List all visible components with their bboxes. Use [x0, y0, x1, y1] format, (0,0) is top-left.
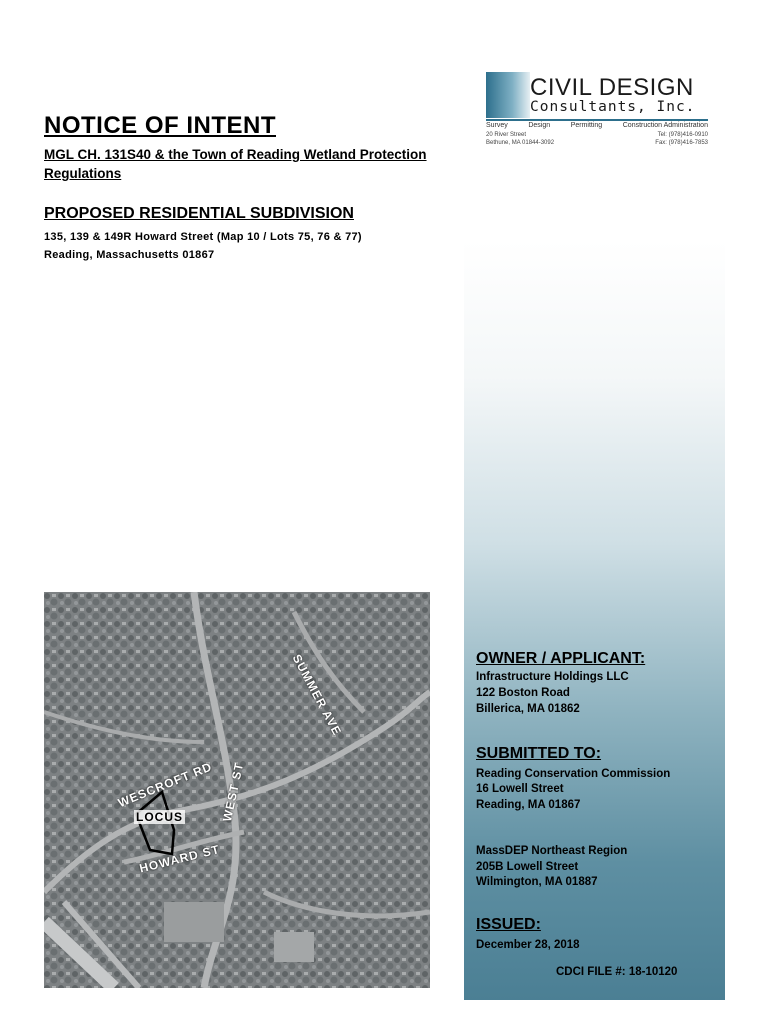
street-label-howard: HOWARD ST	[138, 842, 222, 876]
owner-line: Billerica, MA 01862	[476, 703, 580, 715]
logo-rule	[486, 119, 708, 121]
project-title: PROPOSED RESIDENTIAL SUBDIVISION	[44, 205, 354, 222]
aerial-locus-map	[44, 592, 430, 988]
logo-phone-1: Tel: (978)416-0910	[657, 132, 708, 138]
file-number: CDCI FILE #: 18-10120	[556, 966, 678, 978]
street-label-summer: SUMMER AVE	[289, 652, 345, 739]
logo-subname: Consultants, Inc.	[530, 99, 696, 115]
logo-service: Survey	[486, 122, 508, 129]
logo-services	[486, 122, 708, 129]
submitted-line: 16 Lowell Street	[476, 783, 564, 795]
street-label-west: WEST ST	[220, 760, 247, 823]
issued-date: December 28, 2018	[476, 939, 580, 951]
logo-swatch	[486, 72, 530, 118]
submitted-line: Reading Conservation Commission	[476, 768, 671, 780]
page-title: NOTICE OF INTENT	[44, 112, 276, 139]
company-logo	[486, 72, 708, 152]
owner-heading: OWNER / APPLICANT:	[476, 650, 646, 667]
project-city: Reading, Massachusetts 01867	[44, 249, 215, 261]
logo-name: CIVIL DESIGN	[530, 74, 694, 101]
owner-line: Infrastructure Holdings LLC	[476, 671, 629, 683]
street-label-wescroft: WESCROFT RD	[116, 759, 215, 810]
page-subtitle: MGL CH. 131S40 & the Town of Reading Wetland Protection Regulations	[44, 147, 427, 181]
submitted-line: MassDEP Northeast Region	[476, 845, 628, 857]
logo-phone-2: Fax: (978)416-7853	[655, 140, 708, 146]
project-address: 135, 139 & 149R Howard Street (Map 10 / Lots 75, 76 & 77)	[44, 231, 362, 243]
logo-address-1: 20 River Street	[486, 132, 527, 138]
logo-service: Design	[528, 122, 551, 129]
submitted-line: Reading, MA 01867	[476, 799, 581, 811]
submitted-line: 205B Lowell Street	[476, 861, 579, 873]
locus-label: LOCUS	[136, 810, 183, 824]
owner-line: 122 Boston Road	[476, 687, 570, 699]
submitted-heading: SUBMITTED TO:	[476, 745, 602, 762]
logo-service: Permitting	[570, 122, 603, 129]
submitted-line: Wilmington, MA 01887	[476, 876, 598, 888]
logo-address-2: Bethune, MA 01844-3092	[486, 140, 555, 146]
logo-service: Construction Administration	[622, 122, 708, 129]
issued-heading: ISSUED:	[476, 916, 541, 933]
